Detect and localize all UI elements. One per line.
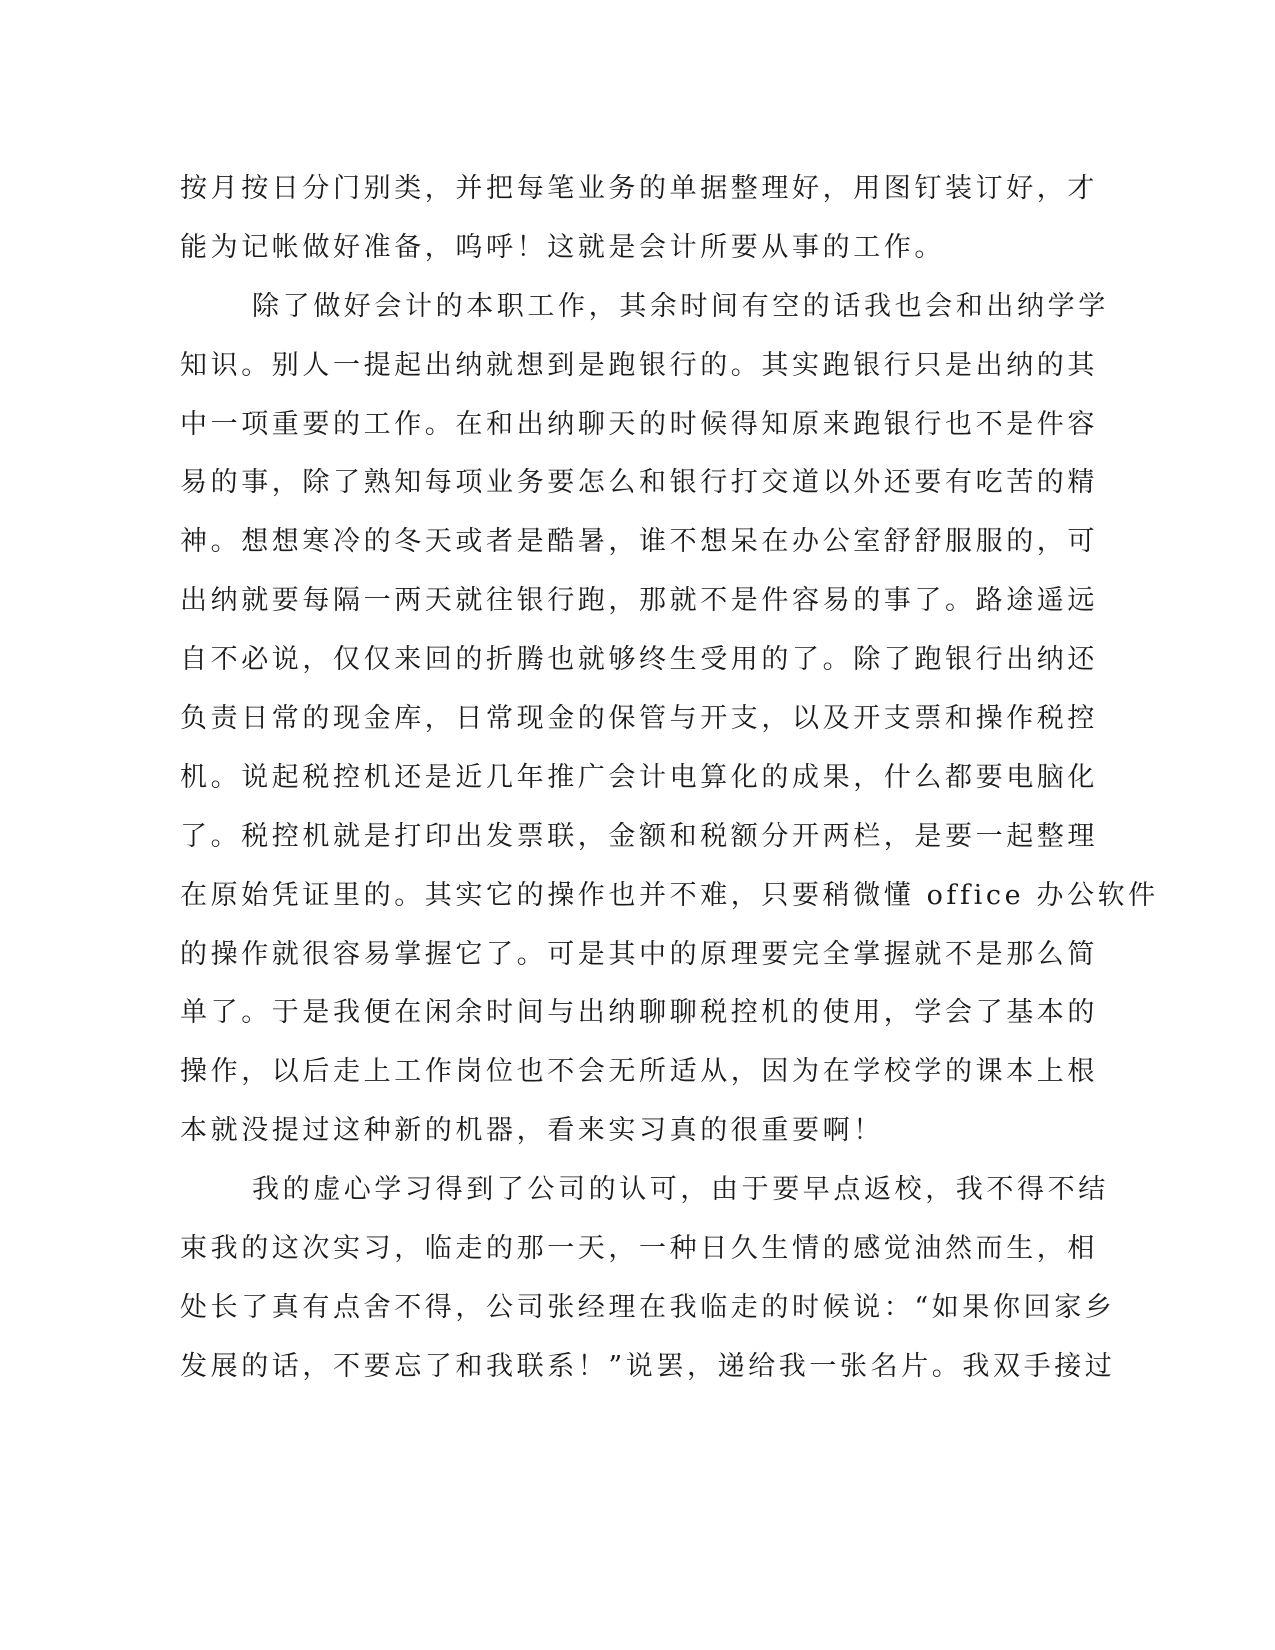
text-line: 机。说起税控机还是近几年推广会计电算化的成果，什么都要电脑化	[180, 761, 1098, 793]
text-line: 能为记帐做好准备，呜呼！这就是会计所要从事的工作。	[180, 231, 945, 263]
text-line: 束我的这次实习，临走的那一天，一种日久生情的感觉油然而生，相	[180, 1233, 1098, 1265]
paragraph-start-line: 我的虚心学习得到了公司的认可，由于要早点返校，我不得不结	[252, 1174, 1109, 1206]
text-line: 单了。于是我便在闲余时间与出纳聊聊税控机的使用，学会了基本的	[180, 997, 1098, 1029]
text-line: 发展的话，不要忘了和我联系！”说罢，递给我一张名片。我双手接过	[180, 1350, 1116, 1382]
text-line: 易的事，除了熟知每项业务要怎么和银行打交道以外还要有吃苦的精	[180, 467, 1098, 499]
text-line: 出纳就要每隔一两天就往银行跑，那就不是件容易的事了。路途遥远	[180, 585, 1098, 617]
text-line: 自不必说，仅仅来回的折腾也就够终生受用的了。除了跑银行出纳还	[180, 644, 1098, 676]
text-line: 在原始凭证里的。其实它的操作也并不难，只要稍微懂 office 办公软件	[180, 879, 1159, 911]
text-line: 的操作就很容易掌握它了。可是其中的原理要完全掌握就不是那么简	[180, 938, 1098, 970]
text-line: 操作，以后走上工作岗位也不会无所适从，因为在学校学的课本上根	[180, 1056, 1098, 1088]
paragraph-start-line: 除了做好会计的本职工作，其余时间有空的话我也会和出纳学学	[252, 290, 1109, 322]
body-text	[180, 160, 1159, 1397]
text-line: 负责日常的现金库，日常现金的保管与开支，以及开支票和操作税控	[180, 703, 1098, 735]
text-line: 了。税控机就是打印出发票联，金额和税额分开两栏，是要一起整理	[180, 820, 1098, 852]
text-line: 神。想想寒冷的冬天或者是酷暑，谁不想呆在办公室舒舒服服的，可	[180, 526, 1098, 558]
text-line: 知识。别人一提起出纳就想到是跑银行的。其实跑银行只是出纳的其	[180, 349, 1098, 381]
text-line: 本就没提过这种新的机器，看来实习真的很重要啊！	[180, 1115, 884, 1147]
text-line: 按月按日分门别类，并把每笔业务的单据整理好，用图钉装订好，才	[180, 173, 1098, 204]
text-line: 处长了真有点舍不得，公司张经理在我临走的时候说：“如果你回家乡	[180, 1291, 1116, 1323]
text-line: 中一项重要的工作。在和出纳聊天的时候得知原来跑银行也不是件容	[180, 408, 1098, 440]
